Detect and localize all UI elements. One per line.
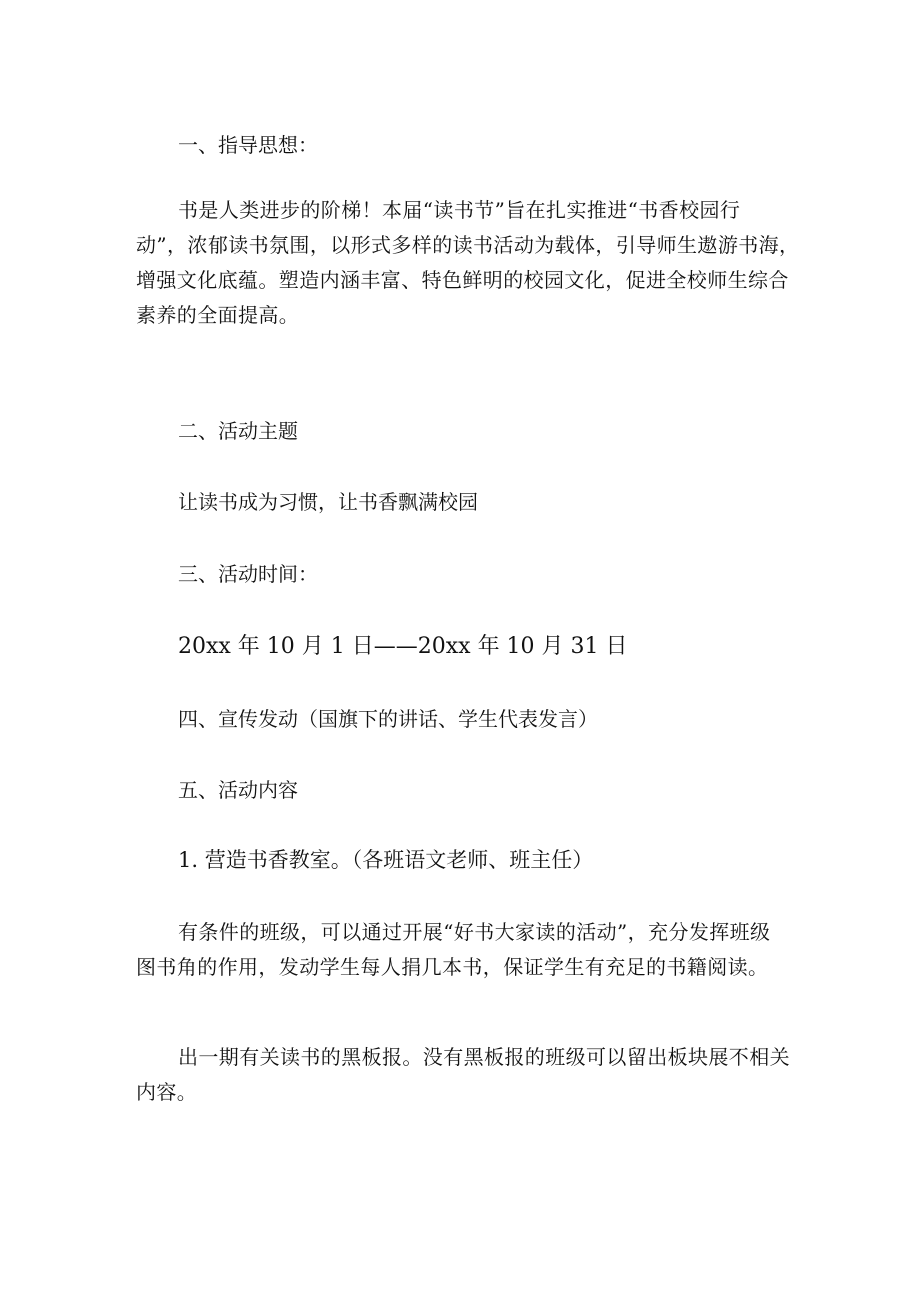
paragraph-line: 书是人类进步的阶梯！本届“读书节”旨在扎实推进“书香校园行: [178, 198, 741, 222]
paragraph-line: 素养的全面提高。: [136, 303, 300, 327]
paragraph-line: 出一期有关读书的黑板报。没有黑板报的班级可以留出板块展不相关: [178, 1045, 790, 1069]
paragraph-line: 增强文化底蕴。塑造内涵丰富、特色鲜明的校园文化，促进全校师生综合: [136, 268, 789, 292]
section-heading-publicity: 四、宣传发动（国旗下的讲话、学生代表发言）: [178, 707, 598, 731]
blackboard-paragraph: [136, 1040, 798, 1110]
paragraph-line: 有条件的班级，可以通过开展“好书大家读的活动”，充分发挥班级: [178, 920, 771, 944]
paragraph-line: 图书角的作用，发动学生每人捐几本书，保证学生有充足的书籍阅读。: [136, 955, 769, 979]
section-heading-activity-theme: 二、活动主题: [178, 419, 298, 443]
section-heading-guiding-ideology: 一、指导思想：: [178, 133, 318, 157]
reading-classroom-paragraph: [136, 915, 798, 985]
item-heading-reading-classroom: 1. 营造书香教室。（各班语文老师、班主任）: [178, 848, 594, 872]
paragraph-line: 动”，浓郁读书氛围，以形式多样的读书活动为载体，引导师生遨游书海，: [136, 233, 800, 257]
activity-time-text: 20xx 年 10 月 1 日——20xx 年 10 月 31 日: [178, 634, 628, 659]
guiding-ideology-paragraph: [136, 193, 800, 333]
section-heading-activity-time: 三、活动时间：: [178, 562, 318, 586]
section-heading-activity-content: 五、活动内容: [178, 778, 298, 802]
activity-theme-text: 让读书成为习惯，让书香飘满校园: [178, 490, 478, 514]
paragraph-line: 内容。: [136, 1080, 198, 1104]
